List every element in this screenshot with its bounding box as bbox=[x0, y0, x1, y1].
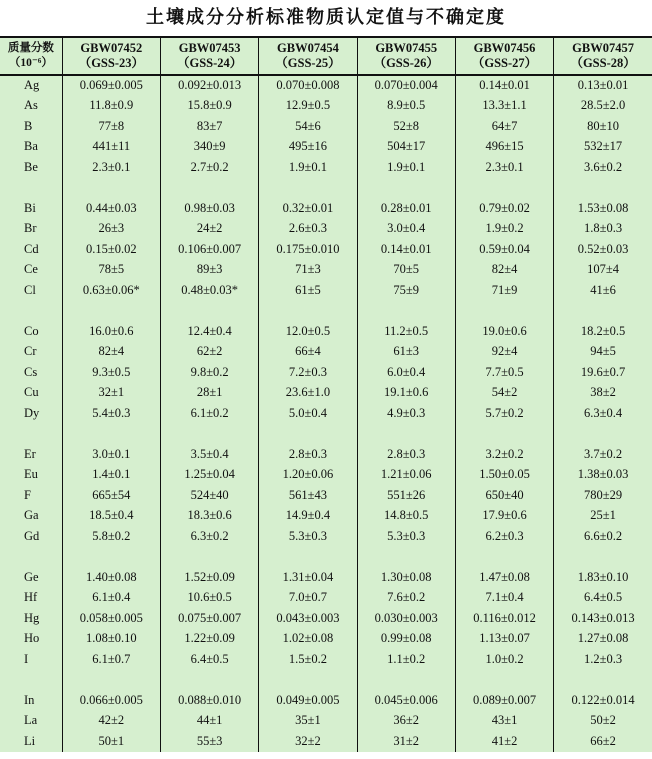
table-row bbox=[0, 342, 652, 363]
value-cell: 4.9±0.3 bbox=[357, 403, 455, 424]
table-row bbox=[0, 567, 652, 588]
spacer-cell bbox=[0, 301, 62, 322]
unit-label: 质量分数 bbox=[7, 42, 54, 54]
value-cell: 44±1 bbox=[160, 711, 258, 732]
value-cell: 6.3±0.4 bbox=[554, 403, 652, 424]
column-header bbox=[160, 37, 258, 75]
element-cell: I bbox=[24, 651, 29, 666]
spacer-cell bbox=[0, 670, 62, 691]
table-row bbox=[0, 608, 652, 629]
value-cell: 496±15 bbox=[455, 137, 553, 158]
spacer-cell bbox=[455, 301, 553, 322]
material-code: GBW07454 bbox=[277, 41, 339, 55]
value-cell: 25±1 bbox=[554, 506, 652, 527]
value-cell: 71±3 bbox=[259, 260, 357, 281]
element-cell: Hg bbox=[24, 610, 40, 625]
value-cell: 32±2 bbox=[259, 731, 357, 752]
column-header bbox=[357, 37, 455, 75]
value-cell: 18.2±0.5 bbox=[554, 321, 652, 342]
value-cell: 54±2 bbox=[455, 383, 553, 404]
value-cell: 9.3±0.5 bbox=[62, 362, 160, 383]
value-cell: 3.6±0.2 bbox=[554, 157, 652, 178]
value-cell: 780±29 bbox=[554, 485, 652, 506]
value-cell: 0.32±0.01 bbox=[259, 198, 357, 219]
value-cell: 1.1±0.2 bbox=[357, 649, 455, 670]
element-cell: Eu bbox=[24, 467, 38, 482]
value-cell: 0.092±0.013 bbox=[160, 75, 258, 96]
value-cell: 55±3 bbox=[160, 731, 258, 752]
value-cell: 0.13±0.01 bbox=[554, 75, 652, 96]
value-cell: 75±9 bbox=[357, 280, 455, 301]
value-cell: 82±4 bbox=[62, 342, 160, 363]
value-cell: 1.52±0.09 bbox=[160, 567, 258, 588]
table-row bbox=[0, 96, 652, 117]
value-cell: 50±2 bbox=[554, 711, 652, 732]
value-cell: 1.21±0.06 bbox=[357, 465, 455, 486]
value-cell: 107±4 bbox=[554, 260, 652, 281]
table-row bbox=[0, 465, 652, 486]
value-cell: 0.058±0.005 bbox=[62, 608, 160, 629]
table-row bbox=[0, 629, 652, 650]
material-code: GBW07453 bbox=[178, 41, 241, 55]
value-cell: 1.0±0.2 bbox=[455, 649, 553, 670]
value-cell: 62±2 bbox=[160, 342, 258, 363]
spacer-cell bbox=[160, 424, 258, 445]
value-cell: 54±6 bbox=[259, 116, 357, 137]
value-cell: 0.088±0.010 bbox=[160, 690, 258, 711]
spacer-cell bbox=[455, 547, 553, 568]
element-cell: As bbox=[24, 98, 38, 113]
table-row bbox=[0, 321, 652, 342]
value-cell: 0.069±0.005 bbox=[62, 75, 160, 96]
value-cell: 0.030±0.003 bbox=[357, 608, 455, 629]
value-cell: 32±1 bbox=[62, 383, 160, 404]
table-row bbox=[0, 362, 652, 383]
value-cell: 1.2±0.3 bbox=[554, 649, 652, 670]
table-row bbox=[0, 711, 652, 732]
value-cell: 6.6±0.2 bbox=[554, 526, 652, 547]
value-cell: 561±43 bbox=[259, 485, 357, 506]
value-cell: 1.08±0.10 bbox=[62, 629, 160, 650]
element-cell: Ho bbox=[24, 631, 40, 646]
value-cell: 0.14±0.01 bbox=[455, 75, 553, 96]
value-cell: 6.4±0.5 bbox=[160, 649, 258, 670]
value-cell: 7.0±0.7 bbox=[259, 588, 357, 609]
element-cell: In bbox=[24, 692, 35, 707]
value-cell: 12.4±0.4 bbox=[160, 321, 258, 342]
value-cell: 50±1 bbox=[62, 731, 160, 752]
element-cell: La bbox=[24, 713, 38, 728]
value-cell: 82±4 bbox=[455, 260, 553, 281]
value-cell: 0.79±0.02 bbox=[455, 198, 553, 219]
spacer-cell bbox=[0, 178, 62, 199]
value-cell: 1.83±0.10 bbox=[554, 567, 652, 588]
value-cell: 70±5 bbox=[357, 260, 455, 281]
value-cell: 28.5±2.0 bbox=[554, 96, 652, 117]
spacer-cell bbox=[357, 670, 455, 691]
table-row bbox=[0, 690, 652, 711]
material-name: （GSS-26） bbox=[373, 56, 439, 70]
value-cell: 61±3 bbox=[357, 342, 455, 363]
value-cell: 18.5±0.4 bbox=[62, 506, 160, 527]
value-cell: 504±17 bbox=[357, 137, 455, 158]
value-cell: 0.48±0.03* bbox=[160, 280, 258, 301]
element-cell: Bi bbox=[24, 200, 36, 215]
table-row bbox=[0, 526, 652, 547]
spacer-cell bbox=[62, 178, 160, 199]
spacer-cell bbox=[160, 547, 258, 568]
material-code: GBW07456 bbox=[473, 41, 536, 55]
material-code: GBW07457 bbox=[572, 41, 634, 55]
value-cell: 1.8±0.3 bbox=[554, 219, 652, 240]
spacer-cell bbox=[259, 670, 357, 691]
spacer-row bbox=[0, 301, 652, 322]
table-row bbox=[0, 649, 652, 670]
header-row bbox=[0, 37, 652, 75]
value-cell: 0.99±0.08 bbox=[357, 629, 455, 650]
value-cell: 0.045±0.006 bbox=[357, 690, 455, 711]
value-cell: 1.30±0.08 bbox=[357, 567, 455, 588]
value-cell: 28±1 bbox=[160, 383, 258, 404]
value-cell: 495±16 bbox=[259, 137, 357, 158]
element-cell: Cs bbox=[24, 364, 38, 379]
value-cell: 77±8 bbox=[62, 116, 160, 137]
element-cell: Hf bbox=[24, 590, 38, 605]
value-cell: 1.53±0.08 bbox=[554, 198, 652, 219]
value-cell: 2.3±0.1 bbox=[62, 157, 160, 178]
value-cell: 0.089±0.007 bbox=[455, 690, 553, 711]
value-cell: 0.52±0.03 bbox=[554, 239, 652, 260]
element-cell: Li bbox=[24, 733, 36, 748]
value-cell: 0.28±0.01 bbox=[357, 198, 455, 219]
value-cell: 16.0±0.6 bbox=[62, 321, 160, 342]
value-cell: 11.2±0.5 bbox=[357, 321, 455, 342]
value-cell: 0.106±0.007 bbox=[160, 239, 258, 260]
value-cell: 24±2 bbox=[160, 219, 258, 240]
spacer-cell bbox=[455, 670, 553, 691]
element-cell: F bbox=[24, 487, 31, 502]
value-cell: 52±8 bbox=[357, 116, 455, 137]
value-cell: 7.1±0.4 bbox=[455, 588, 553, 609]
table-row bbox=[0, 219, 652, 240]
value-cell: 1.4±0.1 bbox=[62, 465, 160, 486]
spacer-cell bbox=[259, 424, 357, 445]
value-cell: 0.14±0.01 bbox=[357, 239, 455, 260]
reference-values-table bbox=[0, 36, 652, 752]
spacer-cell bbox=[554, 670, 652, 691]
spacer-cell bbox=[554, 301, 652, 322]
value-cell: 1.40±0.08 bbox=[62, 567, 160, 588]
column-header bbox=[455, 37, 553, 75]
value-cell: 0.070±0.004 bbox=[357, 75, 455, 96]
column-header bbox=[62, 37, 160, 75]
value-cell: 0.44±0.03 bbox=[62, 198, 160, 219]
spacer-row bbox=[0, 547, 652, 568]
spacer-cell bbox=[259, 547, 357, 568]
element-cell: Cd bbox=[24, 241, 39, 256]
value-cell: 71±9 bbox=[455, 280, 553, 301]
value-cell: 17.9±0.6 bbox=[455, 506, 553, 527]
value-cell: 1.5±0.2 bbox=[259, 649, 357, 670]
unit-exponent-label: （10⁻⁶） bbox=[8, 57, 53, 69]
spacer-row bbox=[0, 178, 652, 199]
value-cell: 6.1±0.7 bbox=[62, 649, 160, 670]
spacer-row bbox=[0, 424, 652, 445]
value-cell: 0.175±0.010 bbox=[259, 239, 357, 260]
value-cell: 43±1 bbox=[455, 711, 553, 732]
element-cell: Ba bbox=[24, 139, 38, 154]
table-row bbox=[0, 239, 652, 260]
element-cell: Dy bbox=[24, 405, 40, 420]
spacer-cell bbox=[0, 547, 62, 568]
value-cell: 8.9±0.5 bbox=[357, 96, 455, 117]
material-name: （GSS-24） bbox=[176, 56, 243, 70]
element-cell: Co bbox=[24, 323, 39, 338]
element-cell: Cu bbox=[24, 385, 39, 400]
value-cell: 1.50±0.05 bbox=[455, 465, 553, 486]
value-cell: 532±17 bbox=[554, 137, 652, 158]
spacer-cell bbox=[62, 670, 160, 691]
value-cell: 551±26 bbox=[357, 485, 455, 506]
spacer-cell bbox=[259, 301, 357, 322]
value-cell: 5.7±0.2 bbox=[455, 403, 553, 424]
value-cell: 42±2 bbox=[62, 711, 160, 732]
value-cell: 1.38±0.03 bbox=[554, 465, 652, 486]
value-cell: 1.13±0.07 bbox=[455, 629, 553, 650]
value-cell: 6.3±0.2 bbox=[160, 526, 258, 547]
spacer-cell bbox=[455, 424, 553, 445]
value-cell: 524±40 bbox=[160, 485, 258, 506]
value-cell: 3.0±0.1 bbox=[62, 444, 160, 465]
spacer-cell bbox=[0, 424, 62, 445]
material-name: （GSS-28） bbox=[570, 56, 636, 70]
material-name: （GSS-23） bbox=[78, 56, 144, 70]
spacer-cell bbox=[554, 178, 652, 199]
value-cell: 0.049±0.005 bbox=[259, 690, 357, 711]
spacer-cell bbox=[357, 178, 455, 199]
value-cell: 1.9±0.1 bbox=[259, 157, 357, 178]
table-row bbox=[0, 403, 652, 424]
value-cell: 2.7±0.2 bbox=[160, 157, 258, 178]
value-cell: 0.122±0.014 bbox=[554, 690, 652, 711]
value-cell: 1.20±0.06 bbox=[259, 465, 357, 486]
table-row bbox=[0, 506, 652, 527]
value-cell: 665±54 bbox=[62, 485, 160, 506]
value-cell: 5.4±0.3 bbox=[62, 403, 160, 424]
spacer-cell bbox=[455, 178, 553, 199]
value-cell: 5.8±0.2 bbox=[62, 526, 160, 547]
value-cell: 89±3 bbox=[160, 260, 258, 281]
spacer-row bbox=[0, 670, 652, 691]
table-row bbox=[0, 260, 652, 281]
value-cell: 12.9±0.5 bbox=[259, 96, 357, 117]
table-row bbox=[0, 75, 652, 96]
table-row bbox=[0, 485, 652, 506]
spacer-cell bbox=[357, 424, 455, 445]
value-cell: 0.066±0.005 bbox=[62, 690, 160, 711]
value-cell: 7.2±0.3 bbox=[259, 362, 357, 383]
value-cell: 6.0±0.4 bbox=[357, 362, 455, 383]
table-row bbox=[0, 444, 652, 465]
value-cell: 9.8±0.2 bbox=[160, 362, 258, 383]
element-cell: Ge bbox=[24, 569, 39, 584]
value-cell: 2.8±0.3 bbox=[357, 444, 455, 465]
value-cell: 1.31±0.04 bbox=[259, 567, 357, 588]
material-code: GBW07452 bbox=[80, 41, 143, 55]
spacer-cell bbox=[357, 547, 455, 568]
value-cell: 3.7±0.2 bbox=[554, 444, 652, 465]
table-body bbox=[0, 75, 652, 752]
element-cell: Ag bbox=[24, 78, 40, 93]
value-cell: 0.043±0.003 bbox=[259, 608, 357, 629]
value-cell: 0.63±0.06* bbox=[62, 280, 160, 301]
value-cell: 6.1±0.4 bbox=[62, 588, 160, 609]
value-cell: 340±9 bbox=[160, 137, 258, 158]
value-cell: 0.98±0.03 bbox=[160, 198, 258, 219]
value-cell: 26±3 bbox=[62, 219, 160, 240]
value-cell: 5.0±0.4 bbox=[259, 403, 357, 424]
value-cell: 23.6±1.0 bbox=[259, 383, 357, 404]
spacer-cell bbox=[160, 670, 258, 691]
value-cell: 0.075±0.007 bbox=[160, 608, 258, 629]
value-cell: 78±5 bbox=[62, 260, 160, 281]
value-cell: 0.143±0.013 bbox=[554, 608, 652, 629]
table-row bbox=[0, 588, 652, 609]
value-cell: 3.5±0.4 bbox=[160, 444, 258, 465]
table-row bbox=[0, 116, 652, 137]
table-row bbox=[0, 731, 652, 752]
value-cell: 15.8±0.9 bbox=[160, 96, 258, 117]
value-cell: 35±1 bbox=[259, 711, 357, 732]
value-cell: 0.59±0.04 bbox=[455, 239, 553, 260]
element-cell: Cr bbox=[24, 344, 37, 359]
table-row bbox=[0, 137, 652, 158]
value-cell: 94±5 bbox=[554, 342, 652, 363]
material-name: （GSS-27） bbox=[471, 56, 538, 70]
value-cell: 1.22±0.09 bbox=[160, 629, 258, 650]
value-cell: 14.8±0.5 bbox=[357, 506, 455, 527]
value-cell: 19.6±0.7 bbox=[554, 362, 652, 383]
material-code: GBW07455 bbox=[375, 41, 438, 55]
unit-header-cell bbox=[0, 37, 62, 75]
spacer-cell bbox=[160, 301, 258, 322]
spacer-cell bbox=[554, 424, 652, 445]
page-title: 土壤成分分析标准物质认定值与不确定度 bbox=[146, 7, 506, 28]
value-cell: 5.3±0.3 bbox=[259, 526, 357, 547]
value-cell: 66±4 bbox=[259, 342, 357, 363]
column-header bbox=[259, 37, 357, 75]
column-header bbox=[554, 37, 652, 75]
value-cell: 19.1±0.6 bbox=[357, 383, 455, 404]
element-cell: Br bbox=[24, 221, 37, 236]
table-row bbox=[0, 198, 652, 219]
value-cell: 6.1±0.2 bbox=[160, 403, 258, 424]
spacer-cell bbox=[357, 301, 455, 322]
value-cell: 1.47±0.08 bbox=[455, 567, 553, 588]
value-cell: 10.6±0.5 bbox=[160, 588, 258, 609]
value-cell: 61±5 bbox=[259, 280, 357, 301]
element-cell: Gd bbox=[24, 528, 40, 543]
value-cell: 0.116±0.012 bbox=[455, 608, 553, 629]
value-cell: 3.0±0.4 bbox=[357, 219, 455, 240]
value-cell: 64±7 bbox=[455, 116, 553, 137]
value-cell: 14.9±0.4 bbox=[259, 506, 357, 527]
value-cell: 1.9±0.2 bbox=[455, 219, 553, 240]
element-cell: Ce bbox=[24, 262, 38, 277]
spacer-cell bbox=[259, 178, 357, 199]
spacer-cell bbox=[554, 547, 652, 568]
value-cell: 80±10 bbox=[554, 116, 652, 137]
value-cell: 31±2 bbox=[357, 731, 455, 752]
value-cell: 19.0±0.6 bbox=[455, 321, 553, 342]
value-cell: 1.9±0.1 bbox=[357, 157, 455, 178]
element-cell: B bbox=[24, 118, 33, 133]
value-cell: 1.02±0.08 bbox=[259, 629, 357, 650]
value-cell: 1.25±0.04 bbox=[160, 465, 258, 486]
value-cell: 83±7 bbox=[160, 116, 258, 137]
value-cell: 5.3±0.3 bbox=[357, 526, 455, 547]
value-cell: 6.4±0.5 bbox=[554, 588, 652, 609]
element-cell: Ga bbox=[24, 508, 39, 523]
spacer-cell bbox=[62, 424, 160, 445]
value-cell: 1.27±0.08 bbox=[554, 629, 652, 650]
value-cell: 0.070±0.008 bbox=[259, 75, 357, 96]
element-cell: Be bbox=[24, 159, 38, 174]
value-cell: 18.3±0.6 bbox=[160, 506, 258, 527]
value-cell: 11.8±0.9 bbox=[62, 96, 160, 117]
element-cell: Cl bbox=[24, 282, 36, 297]
value-cell: 2.3±0.1 bbox=[455, 157, 553, 178]
value-cell: 7.7±0.5 bbox=[455, 362, 553, 383]
spacer-cell bbox=[62, 301, 160, 322]
value-cell: 38±2 bbox=[554, 383, 652, 404]
table-row bbox=[0, 280, 652, 301]
spacer-cell bbox=[160, 178, 258, 199]
value-cell: 13.3±1.1 bbox=[455, 96, 553, 117]
value-cell: 441±11 bbox=[62, 137, 160, 158]
value-cell: 6.2±0.3 bbox=[455, 526, 553, 547]
material-name: （GSS-25） bbox=[275, 56, 341, 70]
table-row bbox=[0, 383, 652, 404]
value-cell: 12.0±0.5 bbox=[259, 321, 357, 342]
value-cell: 0.15±0.02 bbox=[62, 239, 160, 260]
element-cell: Er bbox=[24, 446, 36, 461]
value-cell: 2.6±0.3 bbox=[259, 219, 357, 240]
value-cell: 3.2±0.2 bbox=[455, 444, 553, 465]
value-cell: 36±2 bbox=[357, 711, 455, 732]
value-cell: 650±40 bbox=[455, 485, 553, 506]
value-cell: 41±2 bbox=[455, 731, 553, 752]
value-cell: 66±2 bbox=[554, 731, 652, 752]
spacer-cell bbox=[62, 547, 160, 568]
value-cell: 2.8±0.3 bbox=[259, 444, 357, 465]
table-row bbox=[0, 157, 652, 178]
value-cell: 92±4 bbox=[455, 342, 553, 363]
value-cell: 41±6 bbox=[554, 280, 652, 301]
value-cell: 7.6±0.2 bbox=[357, 588, 455, 609]
